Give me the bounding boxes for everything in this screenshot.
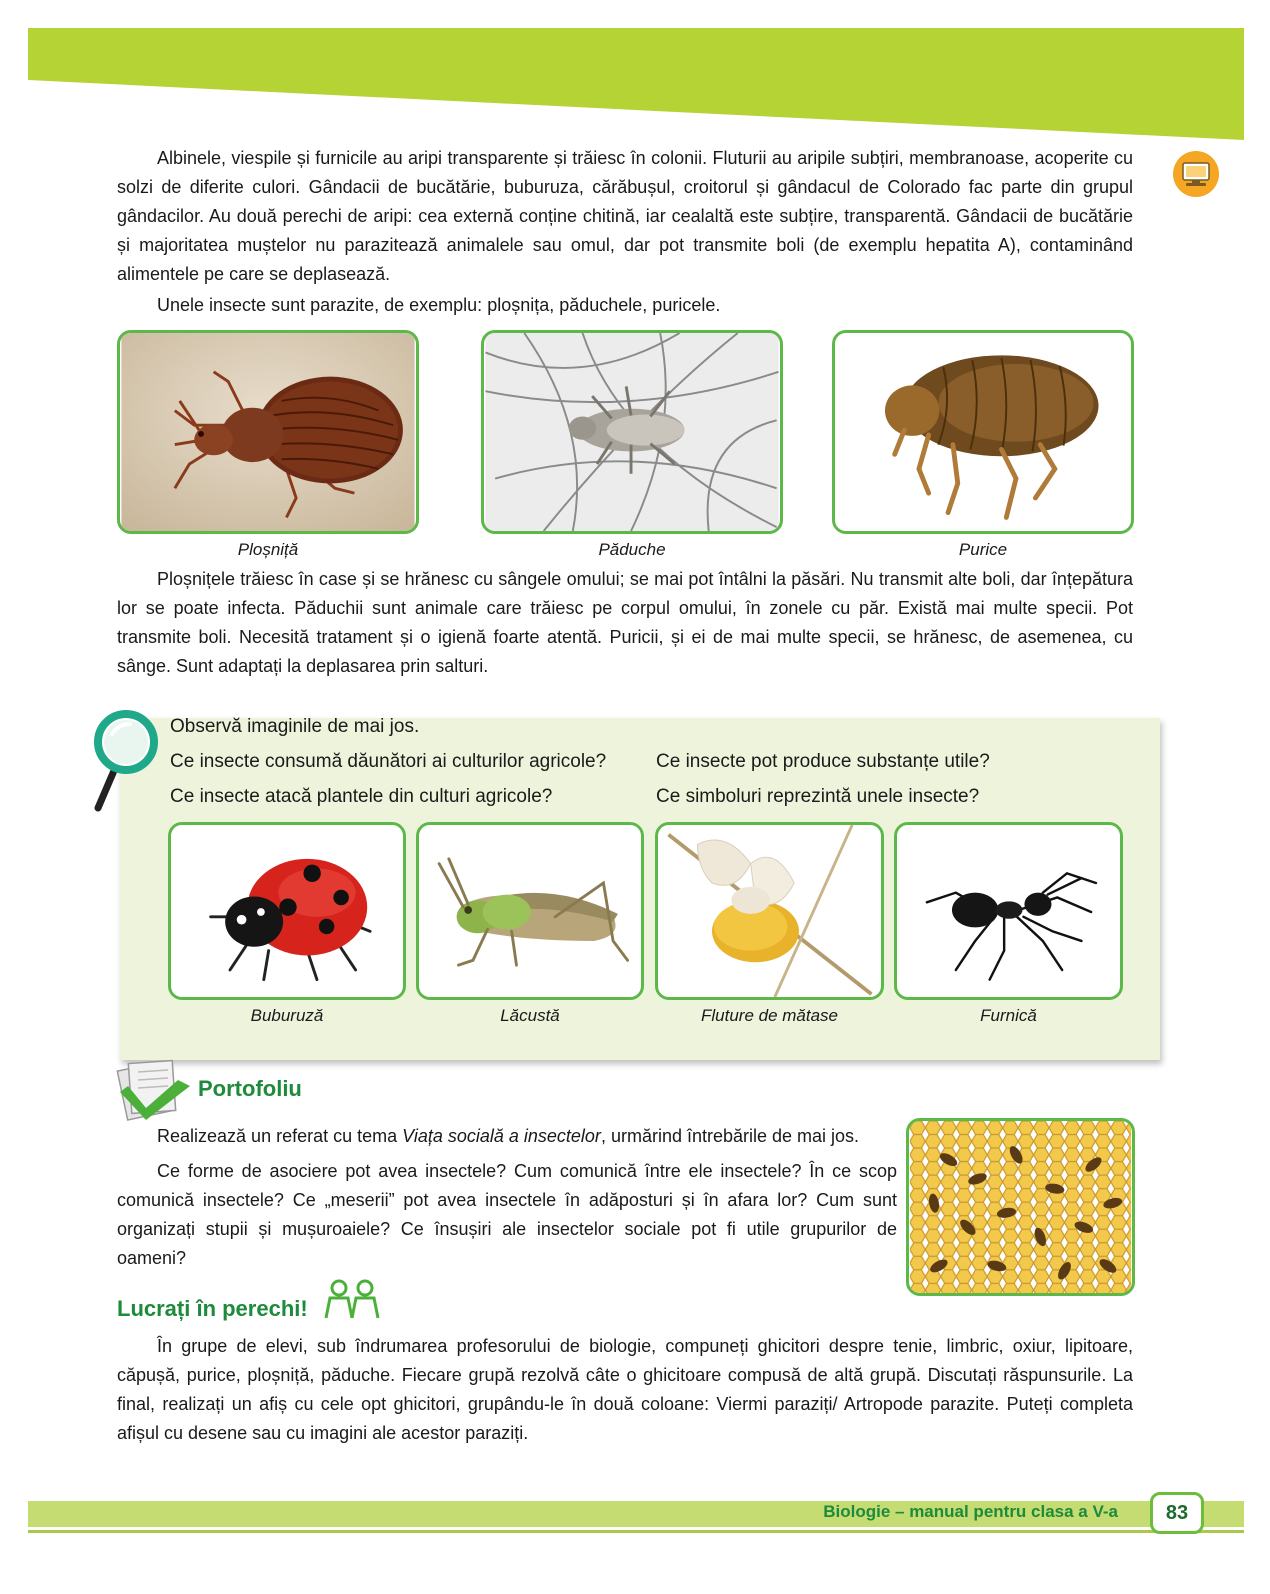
bedbug-photo [117, 330, 419, 534]
caption-louse: Păduche [598, 540, 666, 559]
pair-work-icon [322, 1278, 382, 1320]
observe-question-1: Ce insecte consumă dăunători ai culturilor agricole? [170, 751, 607, 772]
flea-photo [832, 330, 1134, 534]
observe-question-3: Ce insecte atacă plantele din culturi agricole? [170, 786, 553, 807]
portfolio-icon [116, 1056, 194, 1126]
portfolio-title: Portofoliu [198, 1076, 302, 1101]
caption-ant: Furnică [980, 1006, 1037, 1025]
page-number: 83 [1150, 1492, 1204, 1534]
silkmoth-photo [655, 822, 884, 1000]
caption-silkmoth: Fluture de mătase [700, 1006, 838, 1025]
intro-paragraph-1 [117, 144, 1133, 289]
ant-photo [894, 822, 1123, 1000]
parasites-text: Ploșnițele trăiesc în case și se hrănesc cu sângele omului; se mai pot întâlni la păsări. Nu transmit alte boli, dar înțepătura lor se poate infecta. Păduchii sunt animale care trăiesc pe corpul omului, în zonele cu păr. Există mai multe specii. Pot transmite boli. Necesită tratament și o igienă foarte atentă. Puricii, și ei de mai multe specii, se hrănesc, de asemenea, cu sânge. Sunt adaptați la deplasarea prin salturi. [117, 569, 1133, 676]
caption-grasshopper: Lăcustă [500, 1006, 560, 1025]
portfolio-text-start: Realizează un referat cu tema [157, 1126, 403, 1146]
louse-photo [481, 330, 783, 534]
intro-text-2: Unele insecte sunt parazite, de exemplu: ploșnița, păduchele, puricele. [157, 295, 721, 315]
bees-honeycomb-photo [906, 1118, 1135, 1296]
caption-bedbug: Ploșniță [237, 540, 299, 559]
footer-line [28, 1530, 1244, 1533]
portfolio-text-1 [117, 1122, 897, 1151]
portfolio-text-2: Ce forme de asociere pot avea insectele? Cum comunică între ele insectele? În ce scop comunică insectele? Ce „meserii” pot avea insectele în adăposturi și în afara lor? Cum sunt organizați stupii și mușuroaiele? Ce însușiri ale insectelor sociale pot fi utile grupurilor de oameni? [117, 1161, 897, 1268]
magnifier-icon [88, 708, 162, 814]
observe-heading: Observă imaginile de mai jos. [170, 716, 420, 737]
portfolio-text-end: , urmărind întrebările de mai jos. [600, 1126, 860, 1146]
ladybug-photo [168, 822, 406, 1000]
portfolio-topic: Viața socială a insectelor [402, 1126, 601, 1146]
pairs-paragraph [117, 1332, 1133, 1448]
portfolio-paragraph-1 [117, 1122, 897, 1151]
parasites-paragraph [117, 565, 1133, 681]
intro-text-1: Albinele, viespile și furnicile au aripi transparente și trăiesc în colonii. Fluturii au aripile subțiri, membranoase, acoperite cu solzi de diferite culori. Gândacii de bucătărie, buburuza, cărăbușul, croitorul și gândacul de Colorado fac parte din grupul gândacilor. Au două perechi de aripi: cea externă conține chitină, iar cealaltă este subțire, transparentă. Gândacii de bucătărie și majoritatea muștelor nu parazitează animalele sau omul, dar pot transmite boli (de exemplu hepatita A), contaminând alimentele pe care se deplasează. [117, 148, 1133, 284]
grasshopper-photo [416, 822, 644, 1000]
portfolio-paragraph-2 [117, 1157, 897, 1273]
intro-paragraph-2 [117, 291, 1133, 320]
pairs-text: În grupe de elevi, sub îndrumarea profesorului de biologie, compuneți ghicitori despre tenie, limbric, oxiur, lipitoare, căpușă, purice, ploșniță, păduche. Fiecare grupă rezolvă câte o ghicitoare compusă de altă grupă. Discutați răspunsurile. La final, realizați un afiș cu cele opt ghicitori, grupându-le în două coloane: Viermi paraziți/ Artropode parazite. Puteți completa afișul cu desene sau cu imagini ale acestor paraziți. [117, 1336, 1133, 1443]
pairs-title: Lucrați în perechi! [117, 1296, 308, 1321]
observe-question-2: Ce insecte pot produce substanțe utile? [656, 751, 990, 772]
caption-ladybug: Buburuză [250, 1006, 324, 1025]
top-banner [28, 28, 1244, 140]
footer-book-title: Biologie – manual pentru clasa a V-a [823, 1502, 1118, 1521]
computer-icon [1172, 150, 1220, 198]
observe-question-4: Ce simboluri reprezintă unele insecte? [656, 786, 980, 807]
caption-flea: Purice [958, 540, 1008, 559]
